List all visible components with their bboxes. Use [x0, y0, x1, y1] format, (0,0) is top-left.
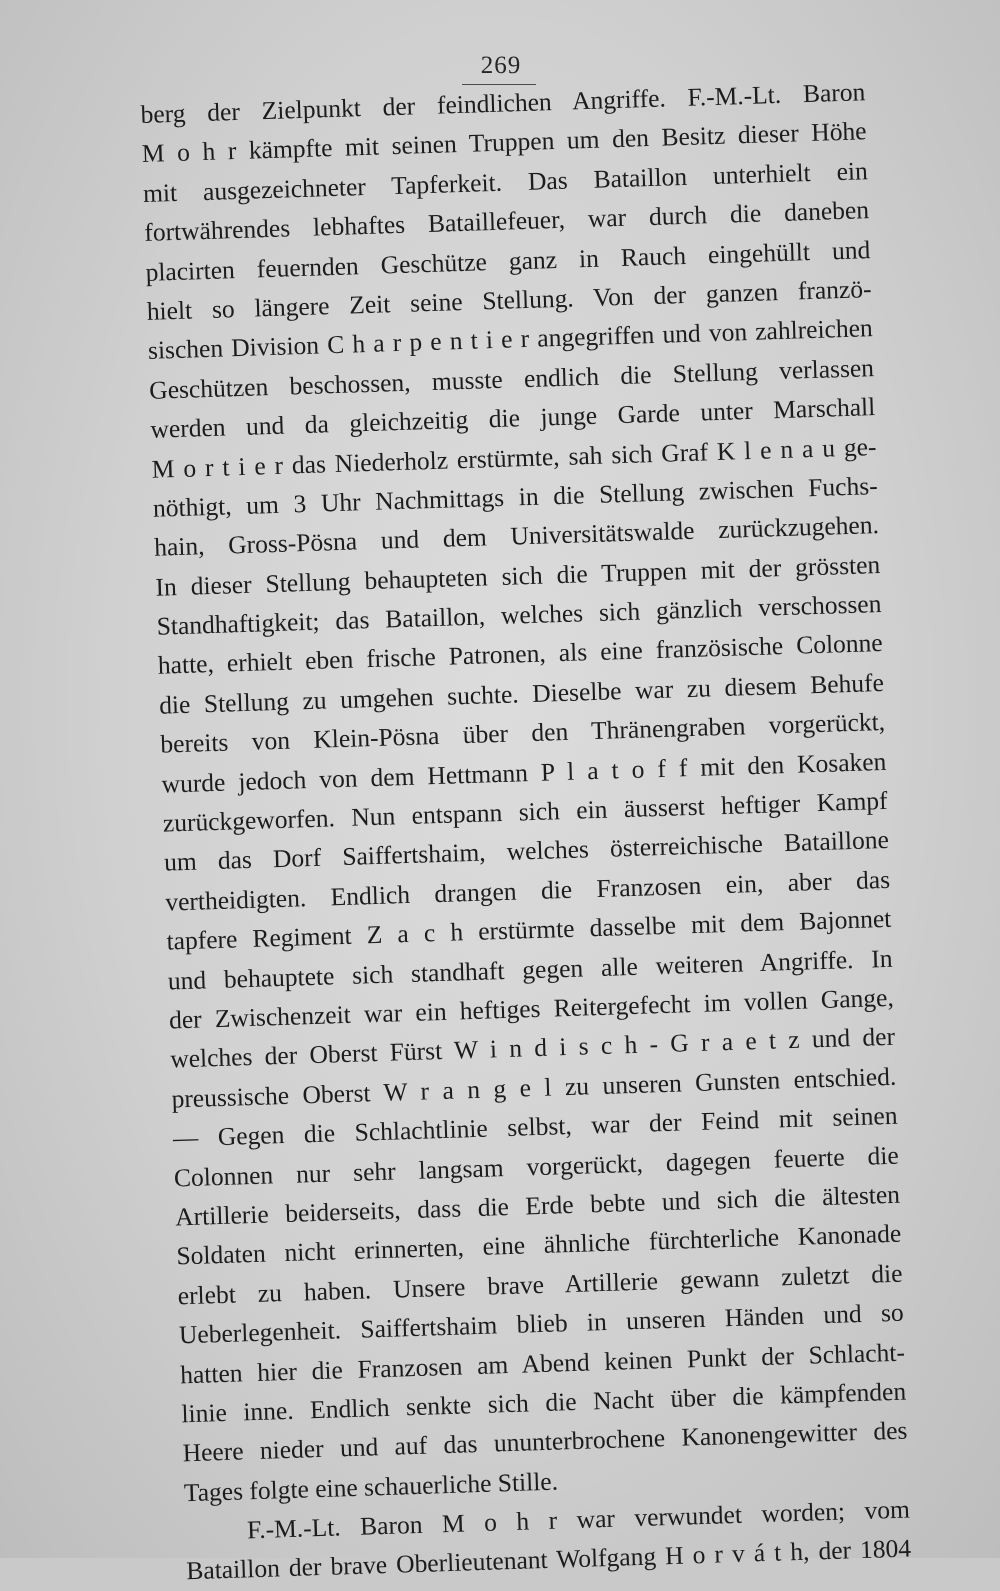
text-line: F.-M.-Lt. Baron M o h r war verwundet worden; vom [246, 1494, 911, 1545]
text-line: vertheidigten. Endlich drangen die Franzosen ein, aber das [164, 864, 891, 917]
text-line: welches der Oberst Fürst W i n d i s c h - G r a e t z und der [169, 1022, 896, 1074]
text-line: erlebt zu haben. Unsere brave Artillerie gewann zuletzt die [177, 1258, 903, 1311]
text-line: hatte, erhielt eben frische Patronen, als eine französische Colonne [157, 628, 884, 681]
text-line: hielt so längere Zeit seine Stellung. Von der ganzen franzö- [146, 274, 872, 326]
text-line: nöthigt, um 3 Uhr Nachmittags in die Stellung zwischen Fuchs- [152, 470, 879, 523]
text-line: Bataillon der brave Oberlieutenant Wolfgang H o r v á t h, der 1804 [185, 1533, 912, 1586]
text-line: tapfere Regiment Z a c h erstürmte dasselbe mit dem Bajonnet [166, 904, 892, 956]
text-line: wurde jedoch von dem Hettmann P l a t o f f mit den Kosaken [161, 746, 887, 799]
text-line: M o h r kämpfte mit seinen Truppen um den Besitz dieser Höhe [141, 116, 867, 169]
text-line: bereits von Klein-Pösna über den Thränengraben vorgerückt, [159, 707, 886, 759]
text-line: Soldaten nicht erinnerten, eine ähnliche fürchterliche Kanonade [176, 1218, 902, 1271]
body-text [140, 72, 912, 1591]
text-line: berg der Zielpunkt der feindlichen Angriffe. F.-M.-Lt. Baron [140, 77, 866, 129]
text-line: und behauptete sich standhaft gegen alle weiteren Angriffe. In [167, 943, 893, 996]
text-line: werden und da gleichzeitig die junge Garde unter Marschall [150, 392, 876, 444]
text-line: Colonnen nur sehr langsam vorgerückt, dagegen feuerte die [173, 1140, 900, 1193]
page-number: 269 [480, 52, 522, 79]
text-line: M o r t i e r das Niederholz erstürmte, sah sich Graf K l e n a u ge- [151, 431, 877, 484]
text-line: Heere nieder und auf das ununterbrochene Kanonengewitter des [182, 1415, 908, 1468]
text-line: Tages folgte eine schauerliche Stille. [183, 1466, 559, 1507]
text-line: fortwährendes lebhaftes Bataillefeuer, war durch die daneben [143, 195, 870, 248]
text-line: In dieser Stellung behaupteten sich die Truppen mit der grössten [155, 549, 881, 602]
text-line: linie inne. Endlich senkte sich die Nacht über die kämpfenden [180, 1376, 907, 1429]
text-line: hain, Gross-Pösna und dem Universitätswalde zurückzugehen. [153, 510, 880, 563]
text-line: die Stellung zu umgehen suchte. Dieselbe war zu diesem Behufe [158, 667, 885, 720]
text-line: Ueberlegenheit. Saiffertshaim blieb in unseren Händen und so [178, 1297, 905, 1350]
text-line: Artillerie beiderseits, dass die Erde bebte und sich die ältesten [174, 1179, 901, 1232]
text-line: der Zwischenzeit war ein heftiges Reitergefecht im vollen Gange, [168, 982, 895, 1035]
text-line: Geschützen beschossen, musste endlich die Stellung verlassen [148, 352, 875, 405]
text-line: — Gegen die Schlachtlinie selbst, war der Feind mit seinen [172, 1100, 898, 1153]
text-line: sischen Division C h a r p e n t i e r angegriffen und von zahlreichen [147, 313, 874, 366]
text-line: mit ausgezeichneter Tapferkeit. Das Bataillon unterhielt ein [142, 155, 869, 208]
text-line: hatten hier die Franzosen am Abend keinen Punkt der Schlacht- [179, 1337, 906, 1389]
text-line: Standhaftigkeit; das Bataillon, welches sich gänzlich verschossen [156, 589, 882, 641]
text-line: um das Dorf Saiffertshaim, welches österreichische Bataillone [163, 825, 890, 878]
text-line: placirten feuernden Geschütze ganz in Rauch eingehüllt und [145, 234, 871, 287]
text-line: preussische Oberst W r a n g e l zu unseren Gunsten entschied. [171, 1061, 897, 1114]
text-line: zurückgeworfen. Nun entspann sich ein äusserst heftiger Kampf [162, 785, 888, 838]
